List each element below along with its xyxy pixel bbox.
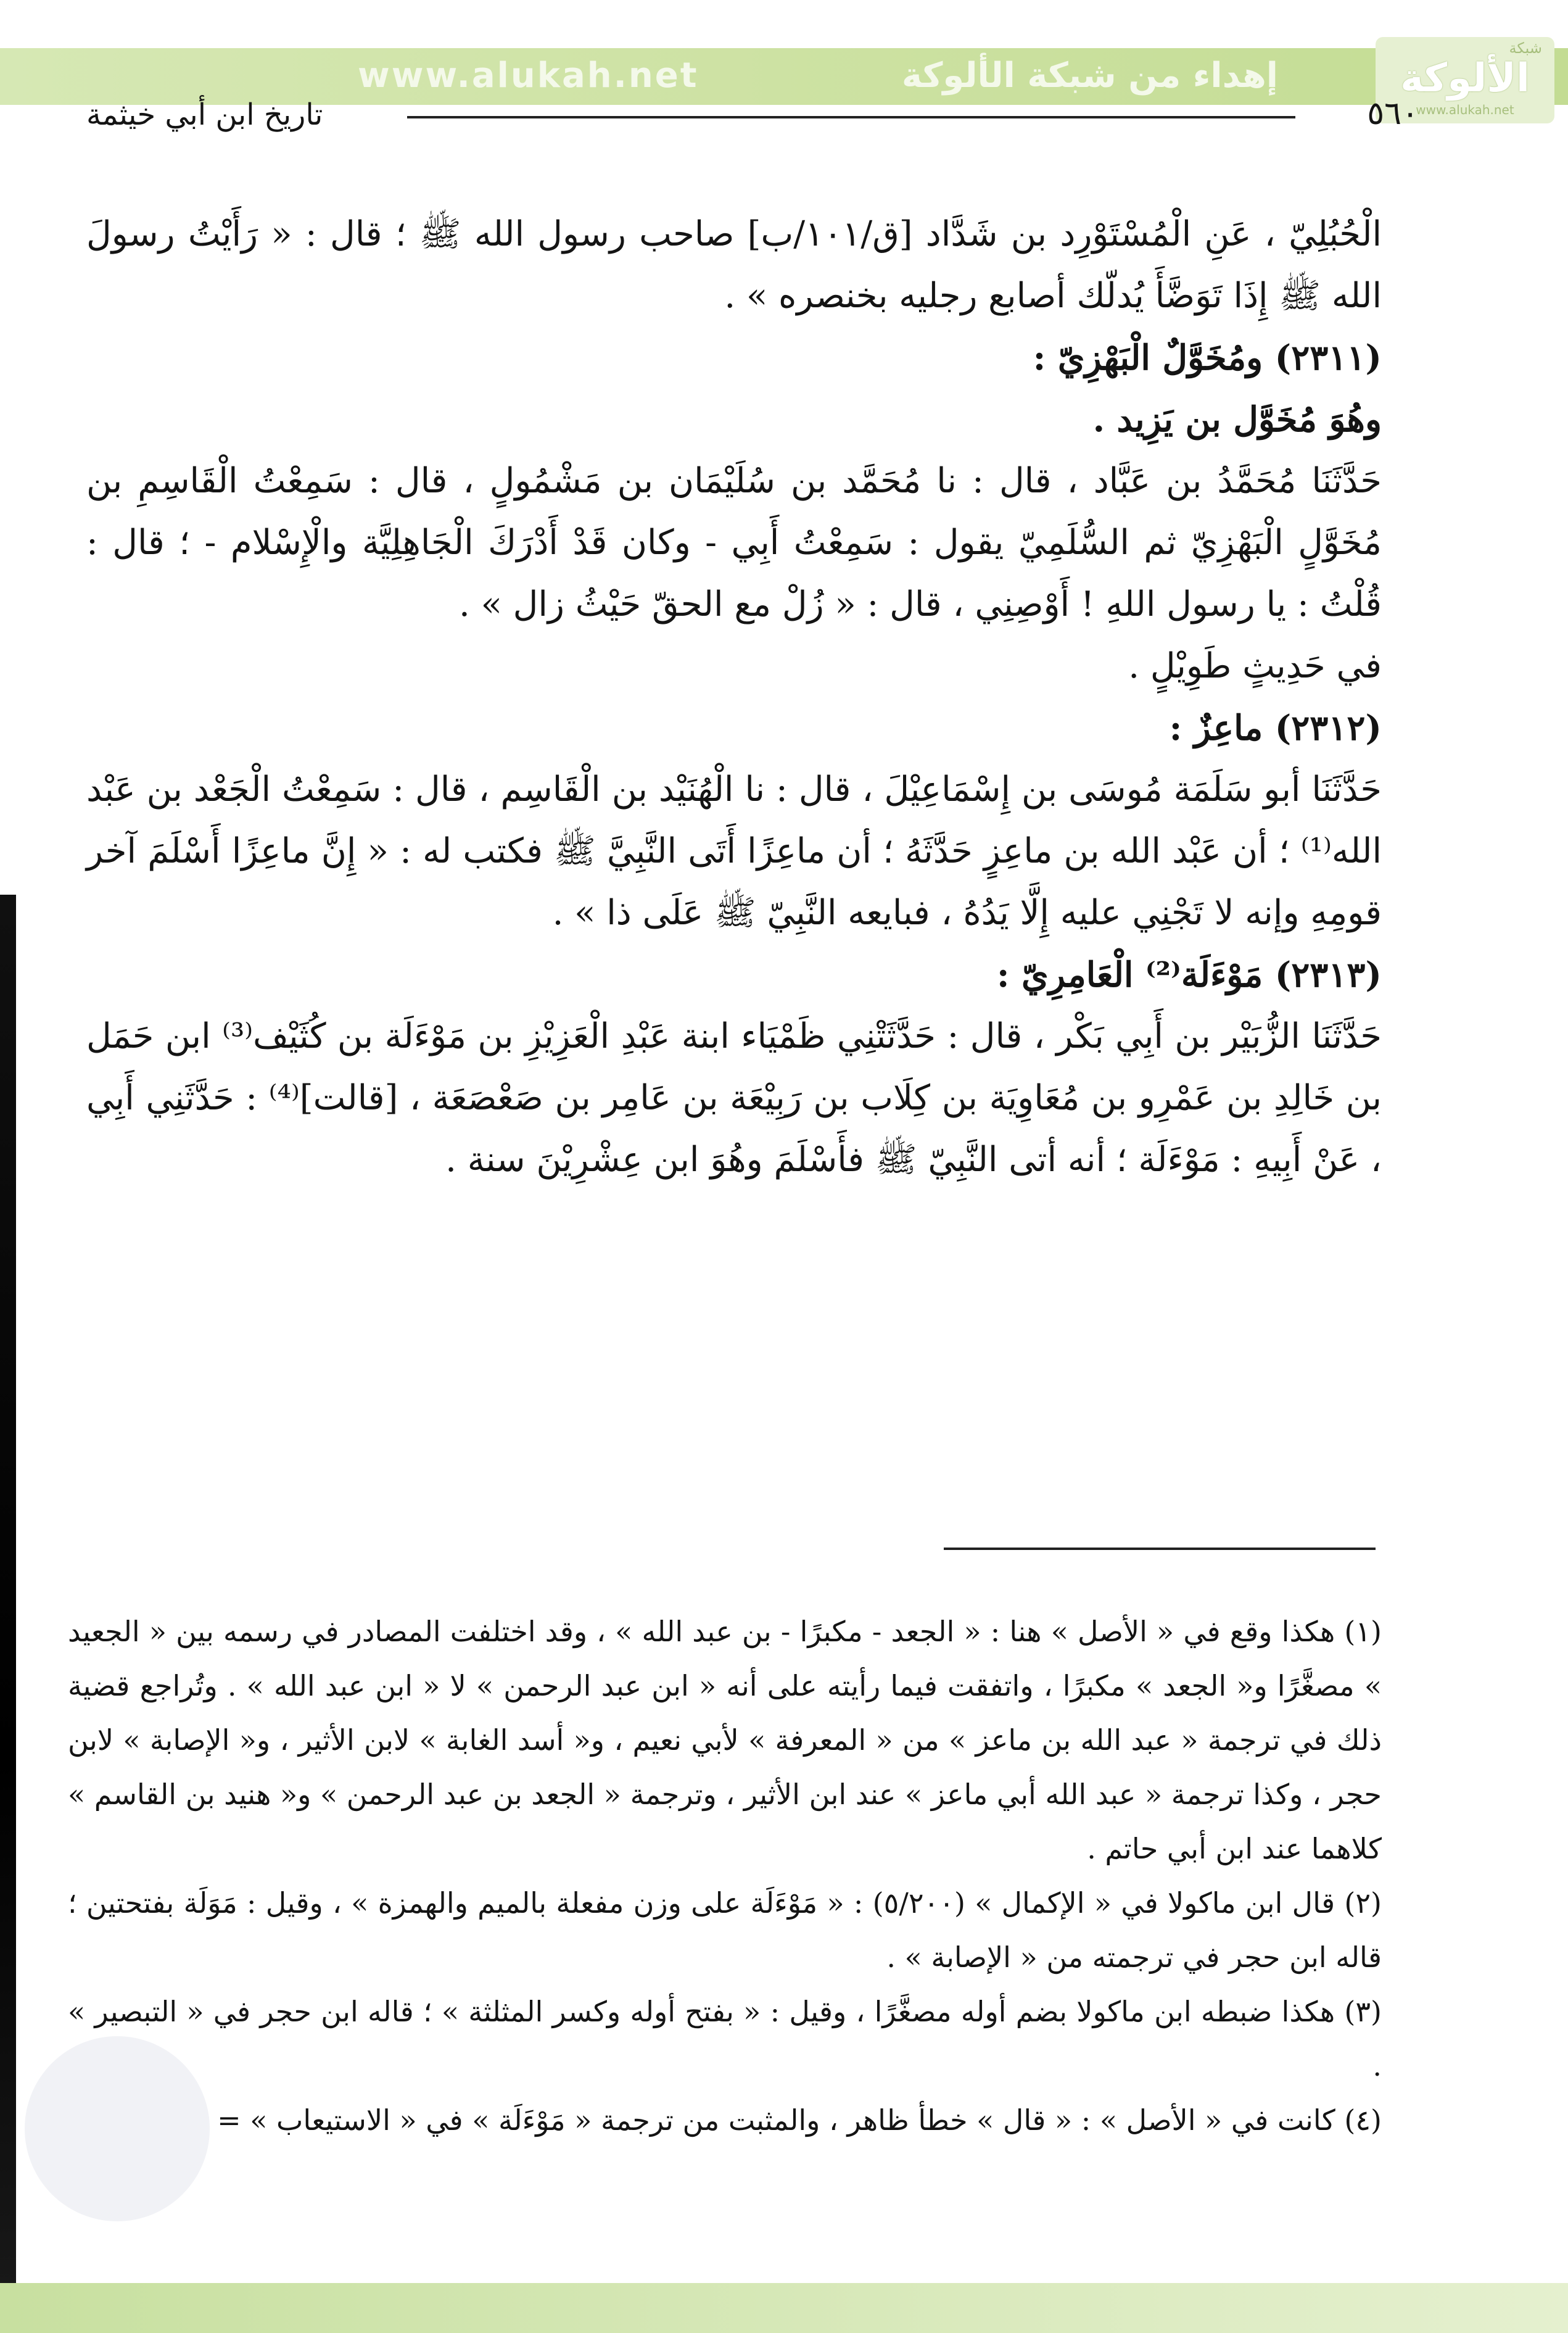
watermark-logo <box>25 2036 210 2221</box>
banner-gift-text: إهداء من شبكة الألوكة <box>901 56 1278 96</box>
footnote: (٢) قال ابن ماكولا في « الإكمال » (٥/٢٠٠) : « مَوْءَلَة على وزن مفعلة بالميم والهمزة » ، وقيل : مَوَلَة بفتحتين ؛ قاله ابن حجر في ترجمته من « الإصابة » . <box>68 1886 1382 1974</box>
paragraph: حَدَّثَنَا أبو سَلَمَة مُوسَى بن إِسْمَاعِيْلَ ، قال : نا الْهُنَيْد بن الْقَاسِم ، قال : سَمِعْتُ الْجَعْد بن عَبْد الله⁽¹⁾ ؛ أن عَبْد الله بن ماعِزٍ حَدَّثَهُ ؛ أن ماعِزًا أَتَى النَّبِيَّ ﷺ فكتب له : « إِنَّ ماعِزًا أَسْلَمَ آخر قومِهِ وإنه لا تَجْنِي عليه إِلَّا يَدُهُ ، فبايعه النَّبِيّ ﷺ عَلَى ذا » . <box>86 769 1382 933</box>
scan-edge-shadow <box>0 895 16 2333</box>
page-number: ٥٦٠ <box>1367 95 1419 132</box>
paragraph: الْحُبُلِيّ ، عَنِ الْمُسْتَوْرِد بن شَدَّاد [ق/١٠١/ب] صاحب رسول الله ﷺ ؛ قال : « رَأَيْتُ رسولَ الله ﷺ إِذَا تَوَضَّأَ يُدلّك أصابع رجليه بخنصره » . <box>86 214 1382 316</box>
paragraph: حَدَّثَنَا الزُّبَيْر بن أَبِي بَكْر ، قال : حَدَّثَتْنِي ظَمْيَاء ابنة عَبْدِ الْعَزِيْزِ بن مَوْءَلَة بن كُثَيْف⁽³⁾ ابن حَمَل بن خَالِدِ بن عَمْرِو بن مُعَاوِيَة بن كِلَاب بن رَبِيْعَة بن عَامِر بن صَعْصَعَة ، [قالت]⁽⁴⁾ : حَدَّثَنِي أَبِي ، عَنْ أَبِيهِ : مَوْءَلَة ؛ أنه أتى النَّبِيّ ﷺ فأَسْلَمَ وهُوَ ابن عِشْرِيْنَ سنة . <box>86 1016 1382 1180</box>
paragraph: في حَدِيثٍ طَوِيْلٍ . <box>1128 646 1382 686</box>
footnote: (٣) هكذا ضبطه ابن ماكولا بضم أوله مصغَّرًا ، وقيل : « بفتح أوله وكسر المثلثة » ؛ قاله ابن حجر في « التبصير » . <box>68 1995 1382 2082</box>
logo-url-text: www.alukah.net <box>1416 102 1514 117</box>
header-rule <box>407 116 1295 118</box>
paragraph: حَدَّثَنَا مُحَمَّدُ بن عَبَّاد ، قال : نا مُحَمَّد بن سُلَيْمَان بن مَشْمُولٍ ، قال : سَمِعْتُ الْقَاسِمِ بن مُخَوَّلٍ الْبَهْزِيّ ثم السُّلَمِيّ يقول : سَمِعْتُ أَبِي - وكان قَدْ أَدْرَكَ الْجَاهِلِيَّة والْإِسْلام - ؛ قال : قُلْتُ : يا رسول اللهِ ! أَوْصِنِي ، قال : « زُلْ مع الحقّ حَيْثُ زال » . <box>86 461 1382 624</box>
footnote: (٤) كانت في « الأصل » : « قال » خطأ ظاهر ، والمثبت من ترجمة « مَوْءَلَة » في « الاستيعاب » = <box>217 2103 1382 2137</box>
bottom-band <box>0 2283 1568 2333</box>
banner-url: www.alukah.net <box>358 56 699 96</box>
entry-heading: (٢٣١٣) مَوْءَلَة⁽²⁾ الْعَامِرِيّ : <box>996 955 1382 995</box>
entry-heading: (٢٣١٢) ماعِزٌ : <box>1169 708 1382 748</box>
logo-top-text: شبكة <box>1509 39 1542 57</box>
running-title: تاريخ ابن أبي خيثمة <box>86 97 323 132</box>
main-text <box>86 204 1382 1191</box>
footnotes <box>68 1604 1382 2147</box>
logo-main-text: الألوكة <box>1400 56 1530 101</box>
entry-heading: وهُوَ مُخَوَّل بن يَزِيد . <box>1092 399 1382 440</box>
entry-heading: (٢٣١١) ومُخَوَّلٌ الْبَهْزِيّ : <box>1033 338 1382 378</box>
footnote: (١) هكذا وقع في « الأصل » هنا : « الجعد - مكبرًا - بن عبد الله » ، وقد اختلفت المصادر في رسمه بين « الجعيد » مصغَّرًا و« الجعد » مكبرًا ، واتفقت فيما رأيته على أنه « ابن عبد الرحمن » لا « ابن عبد الله » . وتُراجع قضية ذلك في ترجمة « عبد الله بن ماعز » من « المعرفة » لأبي نعيم ، و« أسد الغابة » لابن الأثير ، و« الإصابة » لابن حجر ، وكذا ترجمة « عبد الله أبي ماعز » عند ابن الأثير ، وترجمة « الجعد بن عبد الرحمن » و« هنيد بن القاسم » كلاهما عند ابن أبي حاتم . <box>68 1615 1382 1865</box>
footnote-rule <box>944 1548 1376 1550</box>
